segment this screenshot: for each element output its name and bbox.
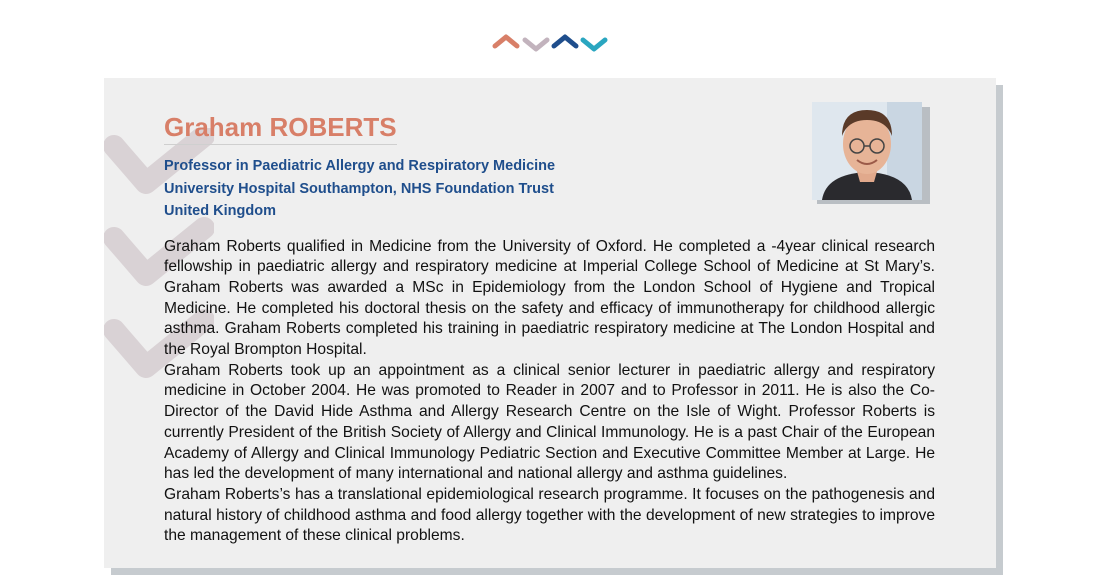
bio-paragraph: Graham Roberts took up an appointment as a clinical senior lecturer in paediatric allergy and respiratory medicine in October 2004. He was promoted to Reader in 2007 and to Professor in 2011. He is also the Co-Director of the David Hide Asthma and Allergy Research Centre on the Isle of Wight. Professor Roberts is currently President of the British Society of Allergy and Clinical Immunology. He is a past Chair of the European Academy of Allergy and Clinical Immunology Pediatric Section and Executive Committee Member at Large. He has led the development of many international and national allergy and asthma guidelines. bbox=[164, 361, 935, 483]
chevron-down-icon bbox=[525, 40, 547, 49]
affiliation-institution: University Hospital Southampton, NHS Foundation Trust bbox=[164, 180, 554, 197]
biography bbox=[164, 237, 935, 548]
photo-frame bbox=[812, 102, 922, 200]
chevron-down-icon bbox=[583, 40, 605, 49]
chevron-logo-icon bbox=[490, 30, 610, 56]
speaker-card bbox=[104, 78, 996, 568]
chevron-up-icon bbox=[554, 37, 576, 46]
person-portrait-icon bbox=[812, 102, 922, 200]
speaker-photo bbox=[812, 102, 930, 204]
bio-paragraph: Graham Roberts’s has a translational epidemiological research programme. It focuses on the pathogenesis and natural history of childhood asthma and food allergy together with the development of new strategies to improve the management of these clinical problems. bbox=[164, 485, 935, 545]
bio-paragraph: Graham Roberts qualified in Medicine from the University of Oxford. He completed a -4year clinical research fellowship in paediatric allergy and respiratory medicine at Imperial College School of Medicine at St Mary’s. Graham Roberts was awarded a MSc in Epidemiology from the London School of Hygiene and Tropical Medicine. He completed his doctoral thesis on the safety and efficacy of immunotherapy for childhood allergic asthma. Graham Roberts completed his training in paediatric respiratory medicine at The London Hospital and the Royal Brompton Hospital. bbox=[164, 237, 935, 359]
chevron-up-icon bbox=[495, 37, 517, 46]
speaker-name: Graham ROBERTS bbox=[164, 112, 397, 145]
affiliation-title: Professor in Paediatric Allergy and Respiratory Medicine bbox=[164, 158, 556, 174]
affiliation-country: United Kingdom bbox=[164, 203, 276, 219]
